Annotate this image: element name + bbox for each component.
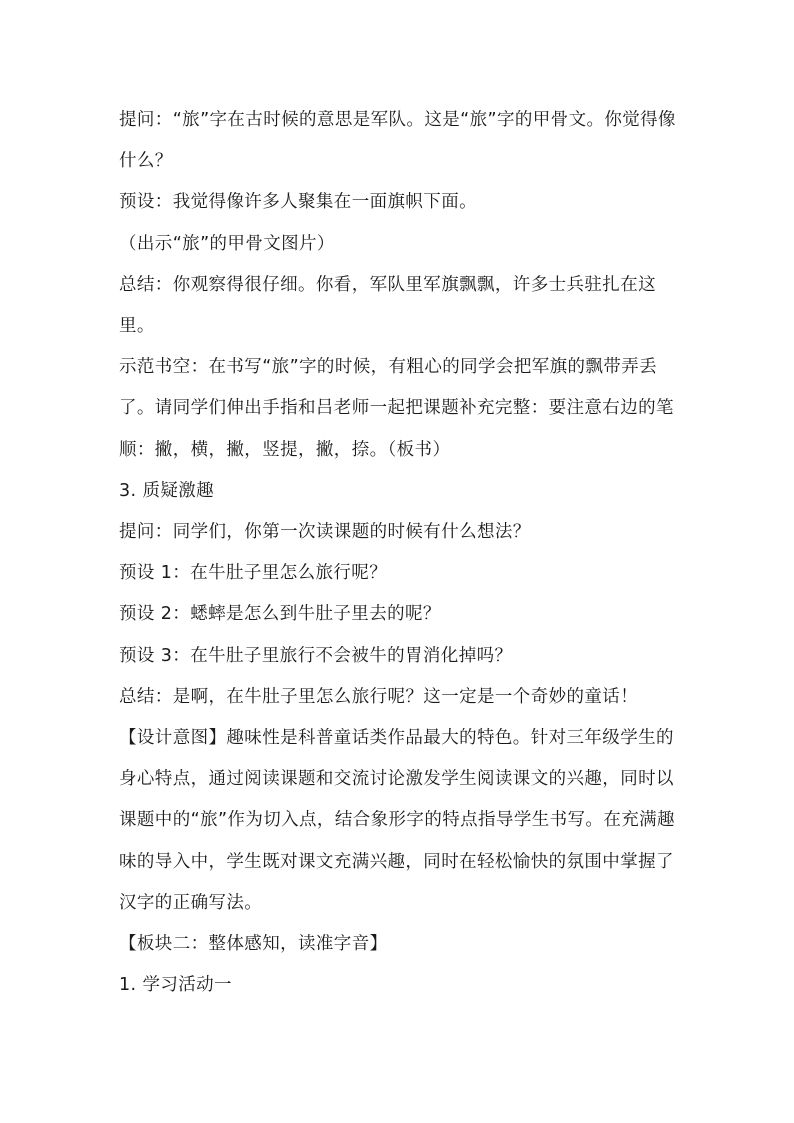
- paragraph-summary-army: 总结：你观察得很仔细。你看，军队里军旗飘飘，许多士兵驻扎在这里。: [119, 274, 656, 337]
- section-heading-activity-1: 1. 学习活动一: [119, 975, 232, 996]
- paragraph-preset-1: 预设 1：在牛肚子里怎么旅行呢？: [119, 563, 388, 584]
- paragraph-preset-3: 预设 3：在牛肚子里旅行不会被牛的胃消化掉吗？: [119, 645, 513, 666]
- paragraph-summary-fairytale: 总结：是啊，在牛肚子里怎么旅行呢？这一定是一个奇妙的童话！: [119, 686, 639, 707]
- paragraph-design-intent: 【设计意图】趣味性是科普童话类作品最大的特色。针对三年级学生的身心特点，通过阅读课题和交流讨论激发学生阅读课文的兴趣，同时以课题中的“旅”作为切入点，结合象形字的特点指导学生书写。在充满趣味的导入中，学生既对课文充满兴趣，同时在轻松愉快的氛围中掌握了汉字的正确写法。: [119, 728, 675, 913]
- paragraph-preset: 预设：我觉得像许多人聚集在一面旗帜下面。: [119, 192, 477, 213]
- section-heading-block-2: 【板块二：整体感知，读准字音】: [119, 934, 388, 955]
- paragraph-question-title: 提问：同学们，你第一次读课题的时候有什么想法？: [119, 522, 531, 543]
- paragraph-preset-2: 预设 2：蟋蟀是怎么到牛肚子里去的呢？: [119, 604, 441, 625]
- paragraph-question-lv: 提问：“旅”字在古时候的意思是军队。这是“旅”字的甲骨文。你觉得像什么？: [119, 110, 676, 172]
- paragraph-writing-demo: 示范书空：在书写“旅”字的时候，有粗心的同学会把军旗的飘带弄丢了。请同学们伸出手指和吕老师一起把课题补充完整：要注意右边的笔顺：撇，横，撇，竖提，撇，捺。（板书）: [119, 357, 674, 460]
- paragraph-show-image: （出示“旅”的甲骨文图片）: [119, 233, 335, 254]
- section-heading-3: 3. 质疑激趣: [119, 480, 215, 501]
